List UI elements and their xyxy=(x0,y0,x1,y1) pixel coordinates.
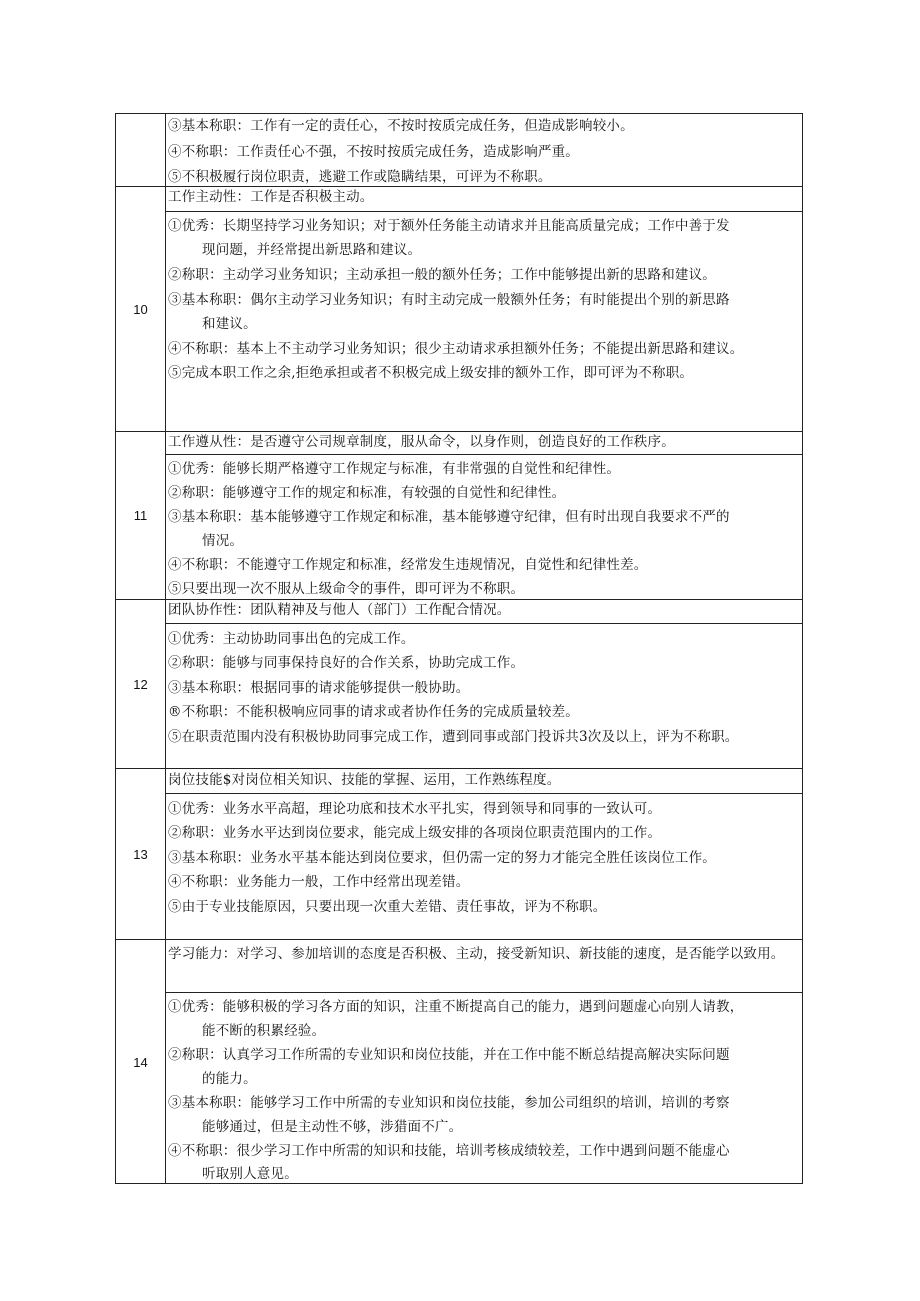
criterion-item: ®不称职：不能积极响应同事的请求或者协作任务的完成质量较差。 xyxy=(168,704,579,720)
section-number: 13 xyxy=(116,769,166,939)
criterion-item: 和建议。 xyxy=(202,316,257,332)
section-title: 团队协作性：团队精神及与他人（部门）工作配合情况。 xyxy=(168,602,511,618)
criterion-item: ④不称职：基本上不主动学习业务知识；很少主动请求承担额外任务；不能提出新思路和建议。 xyxy=(168,341,744,357)
section-title: 工作遵从性：是否遵守公司规章制度，服从命令，以身作则，创造良好的工作秩序。 xyxy=(168,434,675,450)
section-title: 学习能力：对学习、参加培训的态度是否积极、主动，接受新知识、新技能的速度，是否能学以致用。 xyxy=(168,946,785,962)
criterion-item: ①优秀：能够长期严格遵守工作规定与标准，有非常强的自觉性和纪律性。 xyxy=(168,461,621,477)
criterion-item: 的能力。 xyxy=(202,1071,257,1087)
criterion-item: 能够通过，但是主动性不够，涉猎面不广。 xyxy=(202,1119,463,1135)
criterion-item: ②称职：能够遵守工作的规定和标准，有较强的自觉性和纪律性。 xyxy=(168,485,566,501)
section-content xyxy=(166,432,802,599)
criterion-item: ①优秀：业务水平高超，理论功底和技术水平扎实，得到领导和同事的一致认可。 xyxy=(168,801,662,817)
criterion-item: ③基本称职：能够学习工作中所需的专业知识和岗位技能，参加公司组织的培训，培训的考察 xyxy=(168,1095,730,1111)
criterion-item: ⑤只要出现一次不服从上级命令的事件，即可评为不称职。 xyxy=(168,581,525,597)
criterion-item: ⑤在职责范围内没有积极协助同事完成工作，遭到同事或部门投诉共3次及以上，评为不称职。 xyxy=(168,729,739,745)
criterion-item: ②称职：能够与同事保持良好的合作关系，协助完成工作。 xyxy=(168,655,525,671)
criterion-item: ⑤由于专业技能原因，只要出现一次重大差错、责任事故，评为不称职。 xyxy=(168,899,607,915)
section-11 xyxy=(116,432,802,599)
criterion-item: ②称职：主动学习业务知识；主动承担一般的额外任务；工作中能够提出新的思路和建议。 xyxy=(168,267,716,283)
section-continued xyxy=(116,114,802,186)
section-number: 12 xyxy=(116,600,166,768)
section-number: 14 xyxy=(116,940,166,1184)
section-title: 岗位技能$对岗位相关知识、技能的掌握、运用，工作熟练程度。 xyxy=(168,772,561,788)
section-14 xyxy=(116,940,802,1184)
section-content xyxy=(166,600,802,768)
section-content xyxy=(166,187,802,431)
criterion-item: ④不称职：业务能力一般，工作中经常出现差错。 xyxy=(168,874,470,890)
section-number: 11 xyxy=(116,432,166,599)
criterion-item: ④不称职：工作责任心不强，不按时按质完成任务，造成影响严重。 xyxy=(168,144,579,160)
section-10 xyxy=(116,187,802,431)
criterion-item: ⑤不积极履行岗位职责，逃避工作或隐瞒结果，可评为不称职。 xyxy=(168,169,552,185)
criterion-item: 听取别人意见。 xyxy=(202,1166,298,1182)
criterion-item: ①优秀：能够积极的学习各方面的知识，注重不断提高自己的能力，遇到问题虚心向别人请教， xyxy=(168,999,744,1015)
section-number xyxy=(116,114,166,186)
criterion-item: 情况。 xyxy=(202,533,244,549)
evaluation-table xyxy=(115,113,803,1184)
section-content xyxy=(166,114,802,186)
criterion-item: ②称职：认真学习工作所需的专业知识和岗位技能，并在工作中能不断总结提高解决实际问题 xyxy=(168,1047,730,1063)
criterion-item: ③基本称职：工作有一定的责任心，不按时按质完成任务，但造成影响较小。 xyxy=(168,118,634,134)
section-13 xyxy=(116,769,802,939)
section-12 xyxy=(116,600,802,768)
section-content xyxy=(166,769,802,939)
criterion-item: ④不称职：不能遵守工作规定和标准，经常发生违规情况，自觉性和纪律性差。 xyxy=(168,557,648,573)
section-title: 工作主动性：工作是否积极主动。 xyxy=(168,189,374,205)
criterion-item: ③基本称职：根据同事的请求能够提供一般协助。 xyxy=(168,680,470,696)
criterion-item: ④不称职：很少学习工作中所需的知识和技能，培训考核成绩较差，工作中遇到问题不能虚心 xyxy=(168,1143,730,1159)
section-number: 10 xyxy=(116,187,166,431)
criterion-item: ②称职：业务水平达到岗位要求，能完成上级安排的各项岗位职责范围内的工作。 xyxy=(168,825,662,841)
criterion-item: ①优秀：主动协助同事出色的完成工作。 xyxy=(168,631,415,647)
criterion-item: 能不断的积累经验。 xyxy=(202,1023,326,1039)
section-content xyxy=(166,940,802,1184)
criterion-item: ⑤完成本职工作之余,拒绝承担或者不积极完成上级安排的额外工作，即可评为不称职。 xyxy=(168,365,694,381)
criterion-item: ③基本称职：偶尔主动学习业务知识；有时主动完成一般额外任务；有时能提出个别的新思路 xyxy=(168,292,730,308)
criterion-item: 现问题，并经常提出新思路和建议。 xyxy=(202,242,422,258)
criterion-item: ③基本称职：业务水平基本能达到岗位要求，但仍需一定的努力才能完全胜任该岗位工作。 xyxy=(168,850,716,866)
criterion-item: ①优秀：长期坚持学习业务知识；对于额外任务能主动请求并且能高质量完成；工作中善于发 xyxy=(168,218,730,234)
criterion-item: ③基本称职：基本能够遵守工作规定和标准，基本能够遵守纪律，但有时出现自我要求不严的 xyxy=(168,509,730,525)
